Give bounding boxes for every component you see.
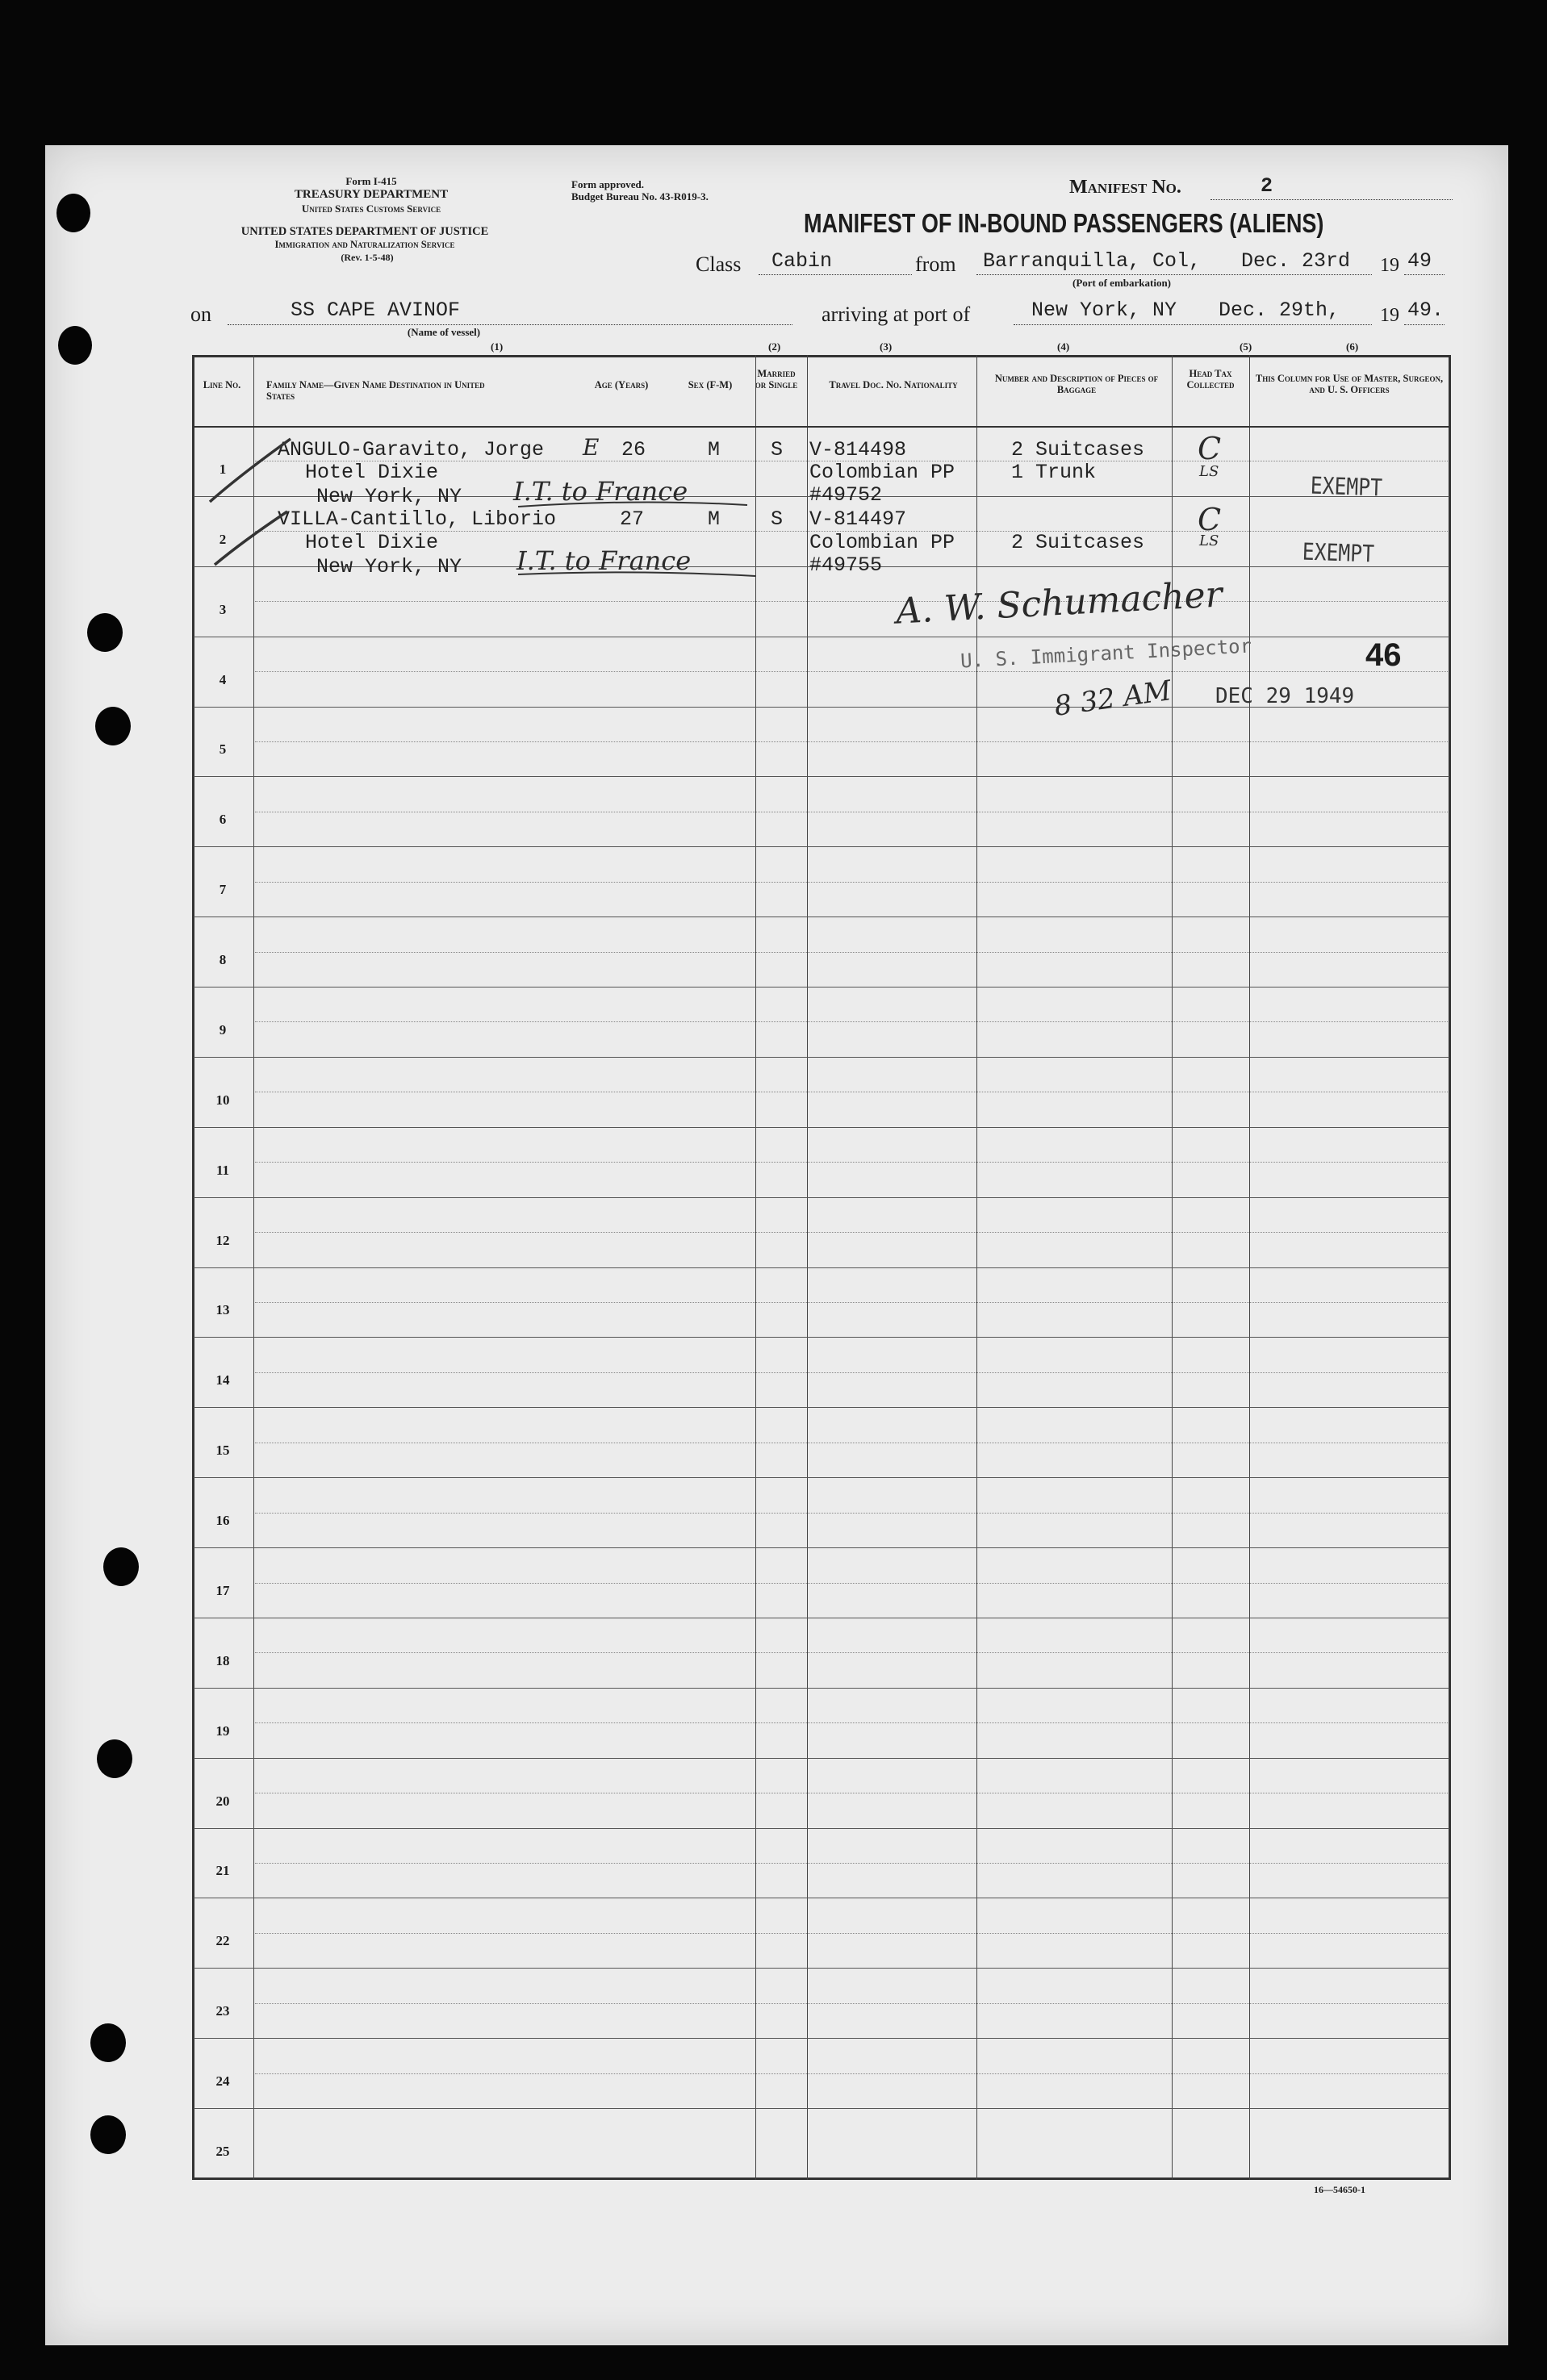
row-subdivider	[255, 2003, 1448, 2004]
line-number: 11	[215, 1162, 230, 1178]
passenger-2-passport: #49755	[809, 553, 883, 577]
arrival-port: New York, NY	[1031, 299, 1177, 322]
row-subdivider	[255, 741, 1448, 742]
row-subdivider	[255, 2073, 1448, 2074]
arriving-label: arriving at port of	[822, 303, 971, 326]
line-number: 6	[219, 812, 227, 828]
from-year: 49	[1407, 249, 1432, 273]
passenger-1-marital: S	[771, 438, 784, 461]
inspector-stamp: U. S. Immigrant Inspector	[960, 634, 1252, 673]
passenger-2-doc: V-814497	[809, 507, 907, 531]
passenger-2-name: VILLA-Cantillo, Liborio	[278, 507, 557, 531]
col-header-sex: Sex (F-M)	[688, 379, 733, 390]
line-number: 20	[215, 1793, 230, 1809]
line-number: 4	[219, 671, 227, 687]
row-divider	[194, 1267, 1449, 1268]
line-number: 5	[219, 741, 227, 758]
col-number-1: (1)	[491, 340, 504, 353]
arrival-date: Dec. 29th,	[1219, 299, 1340, 322]
line-number: 25	[215, 2143, 230, 2159]
passenger-2-baggage-1: 2 Suitcases	[1011, 531, 1145, 554]
passenger-2-city: New York, NY	[316, 555, 462, 578]
passenger-1-age-mark: E	[583, 434, 600, 461]
col-number-2: (2)	[768, 340, 781, 353]
passenger-1-head-tax-sub: LS	[1199, 463, 1219, 480]
col-header-officers: This Column for Use of Master, Surgeon, and U. S. Officers	[1255, 373, 1444, 396]
treasury-department: TREASURY DEPARTMENT	[294, 188, 449, 201]
from-label: from	[915, 253, 956, 276]
row-divider	[194, 1337, 1449, 1338]
header-divider	[194, 426, 1449, 428]
vessel-name: SS CAPE AVINOF	[291, 299, 461, 322]
binder-hole	[87, 613, 123, 652]
line-number: 19	[215, 1722, 230, 1739]
check-mark-icon	[207, 428, 295, 508]
row-divider	[194, 1758, 1449, 1759]
form-number: Form I-415	[345, 175, 397, 187]
row-subdivider	[255, 671, 1448, 672]
passenger-1-hotel: Hotel Dixie	[305, 461, 439, 484]
line-number: 7	[219, 882, 227, 898]
class-label: Class	[696, 253, 742, 276]
customs-service: United States Customs Service	[301, 203, 441, 215]
col-number-5: (5)	[1240, 340, 1252, 353]
passenger-2-age: 27	[620, 507, 645, 531]
row-divider	[194, 1057, 1449, 1058]
passenger-2-exempt-stamp: EXEMPT	[1302, 537, 1375, 568]
budget-bureau: Budget Bureau No. 43-R019-3.	[571, 190, 709, 203]
check-mark-icon	[211, 505, 292, 570]
line-number: 21	[215, 1863, 230, 1879]
row-divider	[194, 776, 1449, 777]
from-year-prefix: 19	[1380, 255, 1399, 276]
footer-print-code: 16—54650-1	[1314, 2184, 1365, 2195]
col-header-baggage: Number and Description of Pieces of Baggage	[994, 373, 1159, 396]
passenger-2-nationality: Colombian PP	[809, 531, 955, 554]
row-divider	[194, 1968, 1449, 1969]
row-subdivider	[255, 1933, 1448, 1934]
line-number: 8	[219, 952, 227, 968]
line-number: 13	[215, 1302, 230, 1318]
line-number: 18	[215, 1652, 230, 1668]
arrival-date-stamp: DEC 29 1949	[1215, 684, 1355, 708]
row-subdivider	[255, 882, 1448, 883]
binder-hole	[90, 2023, 126, 2062]
row-subdivider	[255, 601, 1448, 602]
passenger-2-head-tax: C	[1198, 502, 1222, 537]
binder-hole	[56, 194, 90, 232]
row-subdivider	[255, 1372, 1448, 1373]
col-number-3: (3)	[880, 340, 893, 353]
on-label: on	[190, 303, 211, 326]
arrival-year: 49.	[1407, 299, 1445, 322]
line-number: 22	[215, 1933, 230, 1949]
row-subdivider	[255, 1162, 1448, 1163]
row-divider	[194, 2038, 1449, 2039]
justice-department: UNITED STATES DEPARTMENT OF JUSTICE	[240, 225, 489, 238]
line-number: 10	[215, 1092, 230, 1108]
passenger-2-marital: S	[771, 507, 784, 531]
row-divider	[194, 2108, 1449, 2109]
col-number-6: (6)	[1346, 340, 1359, 353]
row-subdivider	[255, 1652, 1448, 1653]
row-divider	[194, 1547, 1449, 1548]
line-number: 23	[215, 2003, 230, 2019]
passenger-1-transit-note: I.T. to France	[513, 476, 688, 507]
passenger-1-baggage-1: 2 Suitcases	[1011, 438, 1145, 461]
line-number: 9	[219, 1021, 227, 1038]
col-number-4: (4)	[1057, 340, 1070, 353]
row-divider	[194, 1828, 1449, 1829]
from-port: Barranquilla, Col,	[983, 249, 1202, 273]
col-header-age: Age (Years)	[594, 379, 649, 390]
line-number: 3	[219, 601, 227, 617]
line-number: 17	[215, 1582, 230, 1598]
passenger-1-city: New York, NY	[316, 485, 462, 508]
passenger-1-age: 26	[621, 438, 646, 461]
row-divider	[194, 1127, 1449, 1128]
row-divider	[194, 1407, 1449, 1408]
passenger-1-nationality: Colombian PP	[809, 461, 955, 484]
binder-hole	[95, 707, 131, 745]
passenger-2-hotel: Hotel Dixie	[305, 531, 439, 554]
arrival-time: 8 32 AM	[1052, 674, 1173, 723]
row-subdivider	[255, 1302, 1448, 1303]
manifest-no-label: Manifest No.	[1069, 177, 1181, 198]
from-date: Dec. 23rd	[1241, 249, 1351, 273]
row-subdivider	[255, 1232, 1448, 1233]
line-number: 15	[215, 1443, 230, 1459]
revision-date: (Rev. 1-5-48)	[341, 252, 394, 263]
binder-hole	[58, 326, 92, 365]
line-number: 14	[215, 1372, 230, 1388]
ins-service: Immigration and Naturalization Service	[274, 239, 455, 250]
row-subdivider	[255, 1021, 1448, 1022]
passenger-1-head-tax: C	[1198, 431, 1222, 466]
page-number: 46	[1365, 637, 1402, 673]
line-number: 1	[219, 461, 227, 477]
row-subdivider	[255, 1863, 1448, 1864]
form-approved: Form approved.	[571, 178, 645, 190]
row-divider	[194, 1197, 1449, 1198]
row-divider	[194, 1688, 1449, 1689]
row-divider	[194, 1477, 1449, 1478]
col-header-name: Family Name—Given Name Destination in United States	[266, 379, 485, 403]
passenger-1-exempt-stamp: EXEMPT	[1310, 471, 1383, 502]
row-subdivider	[255, 1583, 1448, 1584]
row-subdivider	[255, 952, 1448, 953]
manifest-no-field	[1210, 177, 1453, 200]
inspector-signature: A. W. Schumacher	[894, 574, 1223, 633]
col-header-line-no: Line No.	[203, 379, 241, 390]
passenger-1-baggage-2: 1 Trunk	[1011, 461, 1097, 484]
col-header-travel-doc: Travel Doc. No. Nationality	[829, 379, 958, 390]
binder-hole	[97, 1739, 132, 1778]
passenger-2-transit-note: I.T. to France	[516, 545, 692, 576]
passenger-1-doc: V-814498	[809, 438, 907, 461]
class-value: Cabin	[771, 249, 833, 273]
arrival-year-prefix: 19	[1380, 305, 1399, 326]
manifest-no-value: 2	[1261, 174, 1273, 198]
handwriting-stroke	[516, 566, 759, 582]
binder-hole	[103, 1547, 139, 1586]
manifest-title: MANIFEST OF IN-BOUND PASSENGERS (ALIENS)	[804, 208, 1324, 238]
row-subdivider	[255, 1722, 1448, 1723]
passenger-1-sex: M	[708, 438, 721, 461]
line-number: 2	[219, 531, 227, 547]
line-number: 16	[215, 1513, 230, 1529]
row-divider	[194, 846, 1449, 847]
binder-hole	[90, 2115, 126, 2154]
passenger-2-sex: M	[708, 507, 721, 531]
handwriting-stroke	[516, 497, 751, 513]
col-header-head-tax: Head Tax Collected	[1186, 368, 1235, 391]
passenger-1-passport: #49752	[809, 483, 883, 507]
line-number: 12	[215, 1232, 230, 1248]
passenger-1-name: ANGULO-Garavito, Jorge	[278, 438, 545, 461]
port-embark-label: (Port of embarkation)	[1072, 277, 1172, 289]
line-number: 24	[215, 2073, 230, 2090]
col-header-married: Married or Single	[755, 368, 798, 391]
passenger-2-head-tax-sub: LS	[1199, 532, 1219, 549]
vessel-label: (Name of vessel)	[407, 326, 481, 338]
row-subdivider	[255, 1513, 1448, 1514]
